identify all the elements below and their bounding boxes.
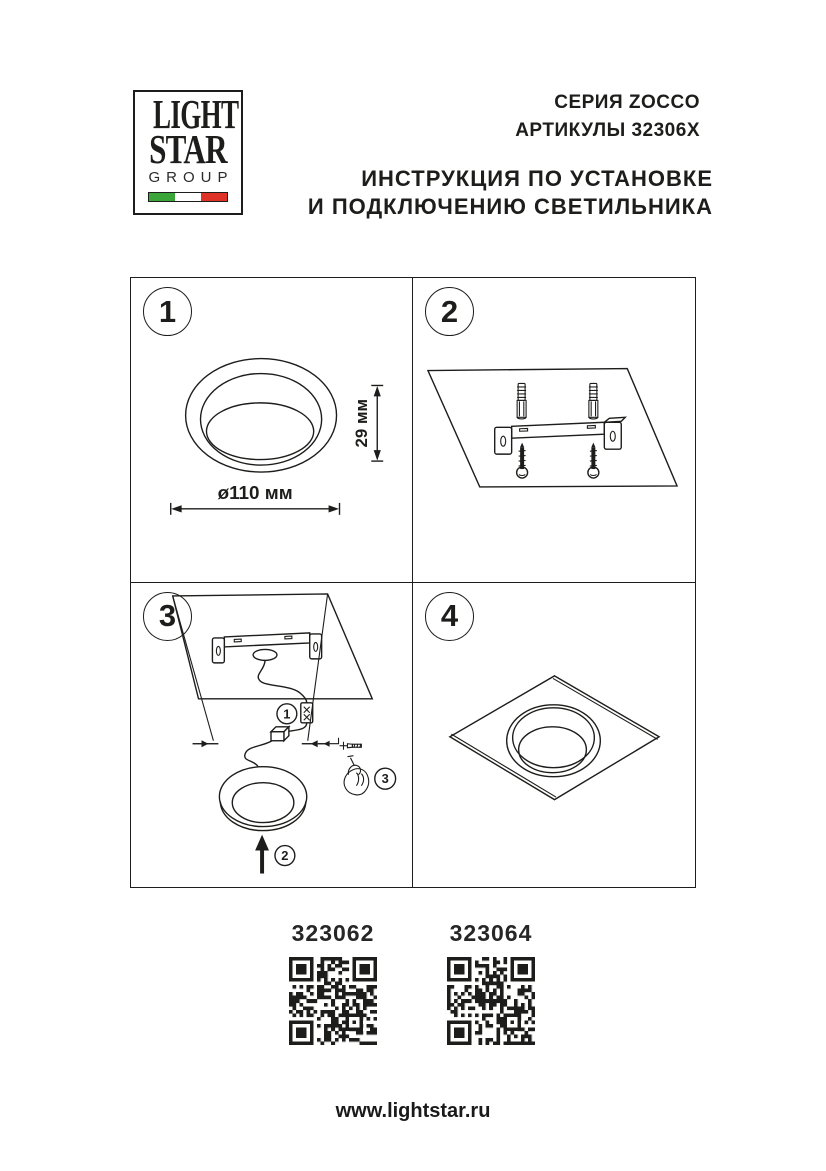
callout-1-label: 1 [283,705,291,721]
step-1-number: 1 [143,287,192,336]
mounting-bracket [495,417,626,454]
flag-white [175,193,201,201]
callout-1 [277,703,297,723]
lightstar-logo [133,90,243,215]
step-2-number: 2 [425,287,474,336]
diameter-label: ø110 мм [217,482,293,504]
height-dimension [352,385,383,461]
articles-line: АРТИКУЛЫ 32306X [515,120,700,141]
italian-flag-bar [148,192,228,202]
series-title: СЕРИЯ ZOCCO [554,92,700,113]
step-4-panel [413,583,695,888]
article-number-2: 323064 [449,920,533,946]
driver-box [271,726,289,740]
step-3-panel [131,583,413,888]
height-label: 29 мм [351,399,371,448]
fixture-wire [245,740,272,768]
installed-fixture [507,704,601,776]
hand-with-screw [344,755,369,794]
series-header [515,89,700,145]
push-up-arrow [255,834,269,873]
flag-green [149,193,175,201]
clip-arrow-left [193,740,209,747]
step-1-panel [131,278,413,583]
screw-right [588,443,599,478]
step-3-number: 3 [143,592,192,641]
qr-block-323062 [285,920,381,1050]
supply-wire [258,660,307,702]
light-fixture [219,766,306,830]
step-4-number: 4 [425,592,474,641]
screw-left [517,443,528,478]
wall-anchor-right [589,383,598,418]
callout-3 [375,768,396,789]
qr-code-1 [289,957,377,1045]
ceiling-plane [173,593,373,698]
logo-text-star: STAR [149,126,227,172]
logo-text-light: LIGHT [153,91,239,137]
wall-anchor-left [517,383,526,418]
article-number-1: 323062 [291,920,375,946]
instruction-steps-grid [130,277,696,888]
callout-2-label: 2 [281,847,289,863]
fixture-front-drawing [186,359,337,472]
title-line-1: ИНСТРУКЦИЯ ПО УСТАНОВКЕ [361,166,713,191]
mounted-bracket [212,632,321,662]
qr-block-323064 [443,920,539,1050]
step-2-panel [413,278,695,583]
logo-text-group: GROUP [148,169,234,186]
callout-3-label: 3 [381,770,389,786]
ceiling-wire-hole [253,649,277,660]
screwdriver-diagram [324,737,362,749]
callout-2 [275,845,295,865]
instruction-title [308,165,713,221]
diameter-dimension [171,483,340,515]
qr-code-2 [447,957,535,1045]
flag-red [201,193,227,201]
title-line-2: И ПОДКЛЮЧЕНИЮ СВЕТИЛЬНИКА [307,194,713,219]
website-url: www.lightstar.ru [335,1100,491,1122]
